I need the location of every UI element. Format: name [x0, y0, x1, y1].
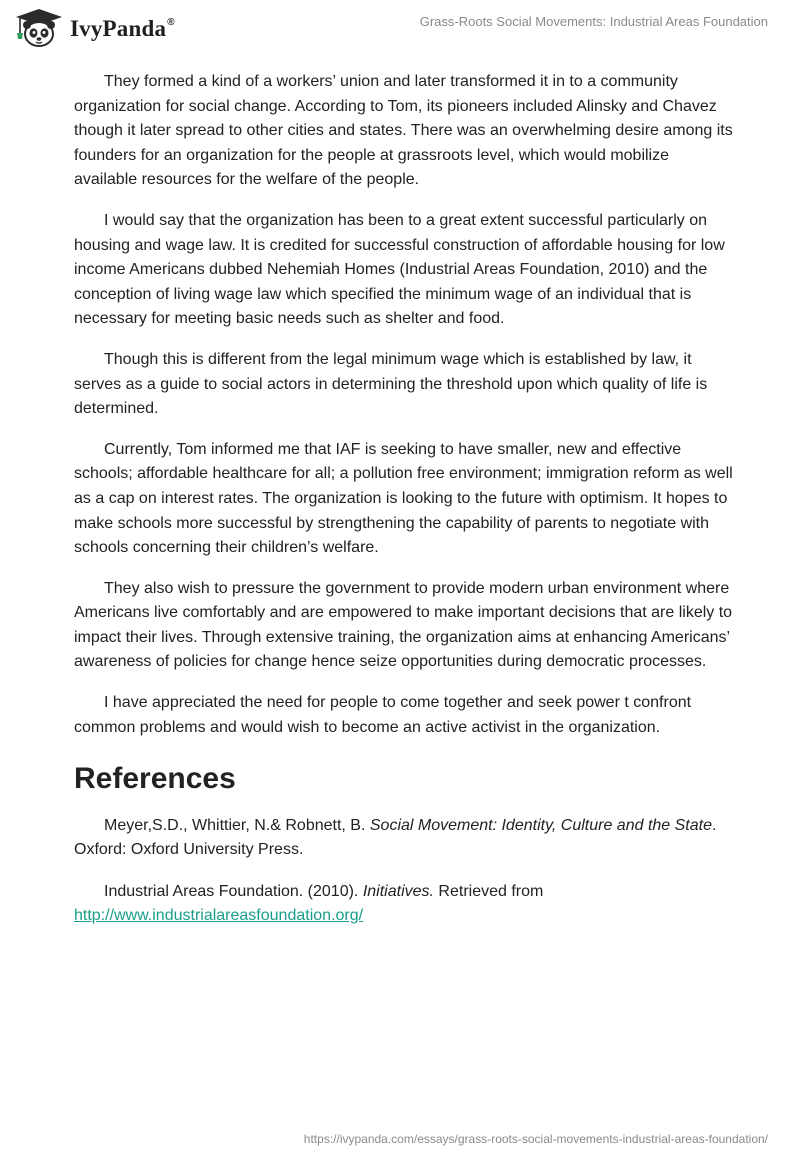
- paragraph: They also wish to pressure the government to provide modern urban environment where Americans live comfortably and are empowered to make important decisions that are likely to impact their lives. Through extensive training, the organization aims at enhancing Americans’ awareness of policies for change hence seize opportunities during democratic processes.: [74, 579, 733, 671]
- ivypanda-logo[interactable]: [14, 7, 175, 49]
- paragraph: Currently, Tom informed me that IAF is seeking to have smaller, new and effective schools; affordable healthcare for all; a pollution free environment; immigration reform as well as a cap on interest rates. The organization is looking to the future with optimism. It hopes to make schools more successful by strengthening the capability of parents to negotiate with schools concerning their children’s welfare.: [74, 440, 733, 557]
- reference-publisher: . Oxford: Oxford University Press.: [74, 817, 717, 858]
- logo-wordmark: IvyPanda: [70, 16, 167, 41]
- registered-mark: ®: [167, 17, 175, 29]
- reference-entry: [74, 814, 734, 861]
- references-heading: References: [74, 762, 236, 796]
- reference-link[interactable]: http://www.industrialareasfoundation.org/: [74, 906, 364, 924]
- reference-authors: Industrial Areas Foundation. (2010).: [104, 883, 363, 901]
- logo-text: [70, 16, 175, 42]
- paragraph: I would say that the organization has been to a great extent successful particularly on housing and wage law. It is credited for successful construction of affordable housing for low income Americans dubbed Nehemiah Homes (Industrial Areas Foundation, 2010) and the conception of living wage law which specified the minimum wage of an individual that is necessary for meeting basic needs such as shelter and food.: [74, 211, 725, 328]
- paragraph: I have appreciated the need for people to come together and seek power t confront common problems and would wish to become an active activist in the organization.: [74, 694, 692, 736]
- page-header: [0, 0, 800, 60]
- document-title: Grass-Roots Social Movements: Industrial Areas Foundation: [419, 14, 768, 29]
- footer-source-url: https://ivypanda.com/essays/grass-roots-social-movements-industrial-areas-foundation/: [303, 1132, 768, 1146]
- reference-entry: [74, 880, 734, 927]
- paragraph: They formed a kind of a workers’ union and later transformed it in to a community organization for social change. According to Tom, its pioneers included Alinsky and Chavez though it later spread to other cities and states. There was an overwhelming desire among its founders for an organization for the people at grassroots level, which would mobilize available resources for the welfare of the people.: [74, 73, 733, 189]
- panda-graduate-icon: [14, 7, 64, 49]
- reference-authors: Meyer,S.D., Whittier, N.& Robnett, B.: [104, 817, 370, 835]
- reference-retrieved: Retrieved from: [433, 883, 544, 901]
- reference-title: Social Movement: Identity, Culture and the State: [369, 817, 712, 835]
- paragraph: Though this is different from the legal minimum wage which is established by law, it serves as a guide to social actors in determining the threshold upon which quality of life is determined.: [74, 350, 708, 418]
- reference-title: Initiatives.: [362, 883, 434, 901]
- essay-body: [74, 70, 734, 946]
